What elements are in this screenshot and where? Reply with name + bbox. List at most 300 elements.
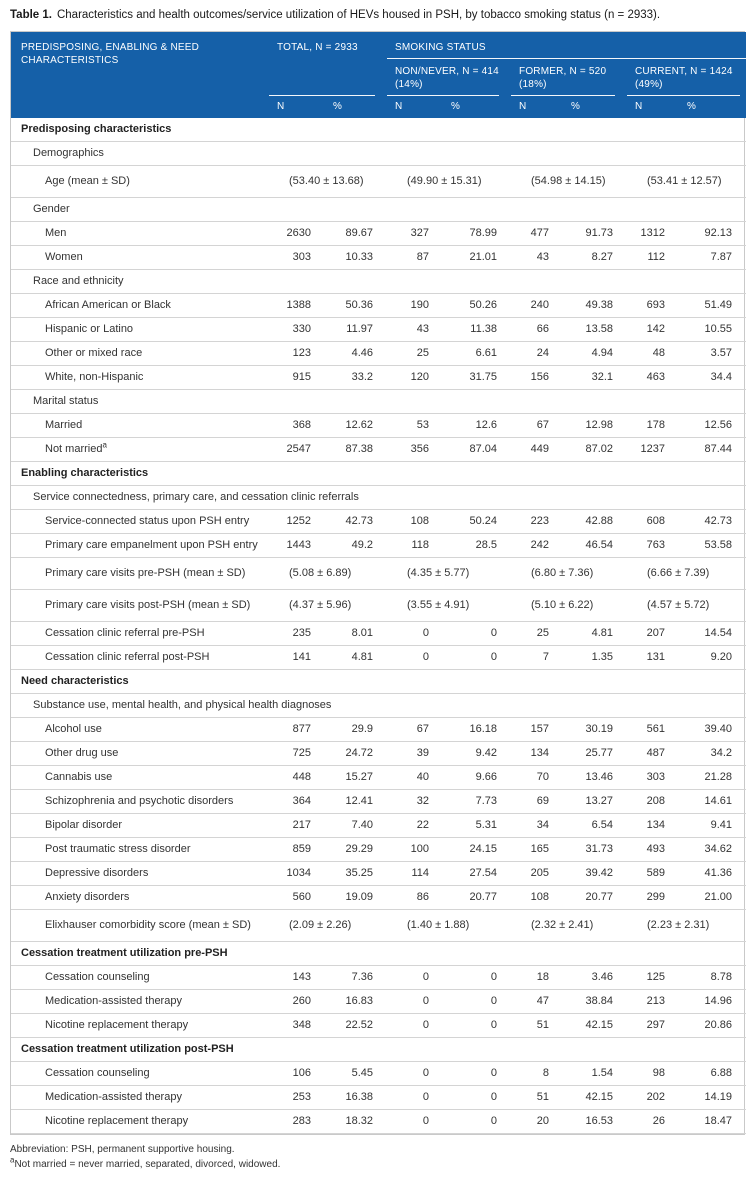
value-cell: 39.40	[679, 718, 746, 742]
value-cell: 190	[387, 294, 443, 318]
value-cell: 51	[511, 1086, 563, 1110]
value-cell: 70	[511, 766, 563, 790]
value-cell: 0	[387, 966, 443, 990]
value-cell: 448	[269, 766, 325, 790]
value-cell: 87.02	[563, 438, 627, 462]
value-cell: 31.75	[443, 366, 511, 390]
value-cell: 0	[387, 1110, 443, 1134]
value-cell: 87	[387, 246, 443, 270]
value-cell: 12.98	[563, 414, 627, 438]
table-row	[11, 294, 746, 318]
value-cell: 18	[511, 966, 563, 990]
smoking-status-header: SMOKING STATUS	[387, 32, 746, 59]
value-cell: 25	[511, 622, 563, 646]
value-cell: 123	[269, 342, 325, 366]
row-label: Married	[11, 414, 269, 438]
mean-sd-cell: (2.32 ± 2.41)	[511, 910, 627, 942]
value-cell: 303	[627, 766, 679, 790]
value-cell: 22	[387, 814, 443, 838]
value-cell: 477	[511, 222, 563, 246]
mean-sd-cell: (6.66 ± 7.39)	[627, 558, 746, 590]
value-cell: 46.54	[563, 534, 627, 558]
table-row	[11, 790, 746, 814]
value-cell: 2547	[269, 438, 325, 462]
value-cell: 9.42	[443, 742, 511, 766]
table-row	[11, 886, 746, 910]
row-label: Cessation clinic referral post-PSH	[11, 646, 269, 670]
table-row	[11, 270, 746, 294]
value-cell: 34.62	[679, 838, 746, 862]
table-row	[11, 590, 746, 622]
value-cell: 253	[269, 1086, 325, 1110]
col-header-total-pct: %	[325, 96, 387, 118]
table-row	[11, 990, 746, 1014]
mean-sd-cell: (53.40 ± 13.68)	[269, 166, 387, 198]
value-cell: 69	[511, 790, 563, 814]
value-cell: 12.56	[679, 414, 746, 438]
value-cell: 21.01	[443, 246, 511, 270]
table-row	[11, 534, 746, 558]
value-cell: 33.2	[325, 366, 387, 390]
value-cell: 16.83	[325, 990, 387, 1014]
value-cell: 7.73	[443, 790, 511, 814]
value-cell: 120	[387, 366, 443, 390]
value-cell: 303	[269, 246, 325, 270]
row-label: Other drug use	[11, 742, 269, 766]
value-cell: 108	[387, 510, 443, 534]
value-cell: 13.27	[563, 790, 627, 814]
value-cell: 3.57	[679, 342, 746, 366]
value-cell: 42.73	[679, 510, 746, 534]
value-cell: 0	[443, 646, 511, 670]
value-cell: 859	[269, 838, 325, 862]
value-cell: 14.19	[679, 1086, 746, 1110]
value-cell: 87.44	[679, 438, 746, 462]
value-cell: 67	[511, 414, 563, 438]
table-row	[11, 486, 746, 510]
value-cell: 118	[387, 534, 443, 558]
row-label: Demographics	[11, 142, 746, 166]
table-body	[11, 118, 746, 1134]
row-label: Medication-assisted therapy	[11, 990, 269, 1014]
value-cell: 4.46	[325, 342, 387, 366]
value-cell: 165	[511, 838, 563, 862]
value-cell: 50.26	[443, 294, 511, 318]
value-cell: 14.96	[679, 990, 746, 1014]
value-cell: 108	[511, 886, 563, 910]
value-cell: 4.81	[563, 622, 627, 646]
row-label: Service connectedness, primary care, and cessation clinic referrals	[11, 486, 746, 510]
value-cell: 13.58	[563, 318, 627, 342]
value-cell: 589	[627, 862, 679, 886]
value-cell: 5.45	[325, 1062, 387, 1086]
value-cell: 20.77	[563, 886, 627, 910]
value-cell: 299	[627, 886, 679, 910]
value-cell: 20.86	[679, 1014, 746, 1038]
table-row	[11, 814, 746, 838]
table-row	[11, 510, 746, 534]
value-cell: 53	[387, 414, 443, 438]
mean-sd-cell: (4.35 ± 5.77)	[387, 558, 511, 590]
value-cell: 0	[387, 646, 443, 670]
value-cell: 7.40	[325, 814, 387, 838]
row-label: Predisposing characteristics	[11, 118, 746, 142]
value-cell: 283	[269, 1110, 325, 1134]
value-cell: 91.73	[563, 222, 627, 246]
table-row	[11, 166, 746, 198]
table-row	[11, 390, 746, 414]
table-header	[11, 32, 746, 118]
value-cell: 1.35	[563, 646, 627, 670]
value-cell: 487	[627, 742, 679, 766]
value-cell: 1312	[627, 222, 679, 246]
row-label: Alcohol use	[11, 718, 269, 742]
row-label: Service-connected status upon PSH entry	[11, 510, 269, 534]
value-cell: 87.38	[325, 438, 387, 462]
value-cell: 1034	[269, 862, 325, 886]
value-cell: 92.13	[679, 222, 746, 246]
value-cell: 49.2	[325, 534, 387, 558]
col-header-nonnever-n: N	[387, 96, 443, 118]
row-label: Nicotine replacement therapy	[11, 1014, 269, 1038]
value-cell: 50.24	[443, 510, 511, 534]
value-cell: 42.15	[563, 1014, 627, 1038]
value-cell: 693	[627, 294, 679, 318]
value-cell: 0	[387, 1062, 443, 1086]
group-header-non-never: NON/NEVER, N = 414 (14%)	[387, 59, 511, 96]
section-row	[11, 670, 746, 694]
row-label: Men	[11, 222, 269, 246]
value-cell: 42.73	[325, 510, 387, 534]
row-label: Cessation counseling	[11, 966, 269, 990]
value-cell: 8.27	[563, 246, 627, 270]
group-header-former: FORMER, N = 520 (18%)	[511, 59, 627, 96]
value-cell: 348	[269, 1014, 325, 1038]
value-cell: 242	[511, 534, 563, 558]
value-cell: 86	[387, 886, 443, 910]
table-row	[11, 414, 746, 438]
value-cell: 8.78	[679, 966, 746, 990]
value-cell: 34.2	[679, 742, 746, 766]
col-header-current-n: N	[627, 96, 679, 118]
value-cell: 39.42	[563, 862, 627, 886]
row-label: Marital status	[11, 390, 746, 414]
col-header-total-n: N	[269, 96, 325, 118]
value-cell: 493	[627, 838, 679, 862]
value-cell: 608	[627, 510, 679, 534]
value-cell: 0	[387, 990, 443, 1014]
value-cell: 0	[443, 1014, 511, 1038]
row-label: Cessation treatment utilization pre-PSH	[11, 942, 746, 966]
value-cell: 78.99	[443, 222, 511, 246]
section-row	[11, 118, 746, 142]
col-header-former-pct: %	[563, 96, 627, 118]
value-cell: 131	[627, 646, 679, 670]
value-cell: 8	[511, 1062, 563, 1086]
value-cell: 0	[443, 622, 511, 646]
value-cell: 112	[627, 246, 679, 270]
value-cell: 2630	[269, 222, 325, 246]
table-number-label: Table 1.	[10, 9, 52, 21]
value-cell: 87.04	[443, 438, 511, 462]
row-label: White, non-Hispanic	[11, 366, 269, 390]
stub-column-header: PREDISPOSING, ENABLING & NEED CHARACTERISTICS	[11, 32, 269, 118]
value-cell: 208	[627, 790, 679, 814]
value-cell: 19.09	[325, 886, 387, 910]
value-cell: 42.88	[563, 510, 627, 534]
value-cell: 364	[269, 790, 325, 814]
value-cell: 9.66	[443, 766, 511, 790]
row-label: Primary care visits pre-PSH (mean ± SD)	[11, 558, 269, 590]
value-cell: 51.49	[679, 294, 746, 318]
value-cell: 240	[511, 294, 563, 318]
total-column-header: TOTAL, N = 2933	[269, 32, 387, 96]
value-cell: 4.94	[563, 342, 627, 366]
value-cell: 1252	[269, 510, 325, 534]
row-label: Other or mixed race	[11, 342, 269, 366]
value-cell: 18.47	[679, 1110, 746, 1134]
value-cell: 16.18	[443, 718, 511, 742]
table-row	[11, 1086, 746, 1110]
value-cell: 6.88	[679, 1062, 746, 1086]
value-cell: 7.87	[679, 246, 746, 270]
row-label: Not married$^a$	[11, 438, 269, 462]
value-cell: 9.41	[679, 814, 746, 838]
group-header-current: CURRENT, N = 1424 (49%)	[627, 59, 746, 96]
mean-sd-cell: (6.80 ± 7.36)	[511, 558, 627, 590]
value-cell: 725	[269, 742, 325, 766]
row-label: Enabling characteristics	[11, 462, 746, 486]
value-cell: 43	[511, 246, 563, 270]
value-cell: 21.00	[679, 886, 746, 910]
value-cell: 13.46	[563, 766, 627, 790]
value-cell: 178	[627, 414, 679, 438]
table-row	[11, 142, 746, 166]
value-cell: 67	[387, 718, 443, 742]
col-header-current-pct: %	[679, 96, 746, 118]
value-cell: 0	[443, 966, 511, 990]
row-label: Hispanic or Latino	[11, 318, 269, 342]
table-row	[11, 318, 746, 342]
section-row	[11, 942, 746, 966]
table-row	[11, 646, 746, 670]
value-cell: 50.36	[325, 294, 387, 318]
value-cell: 3.46	[563, 966, 627, 990]
value-cell: 34.4	[679, 366, 746, 390]
value-cell: 5.31	[443, 814, 511, 838]
table-row	[11, 1014, 746, 1038]
value-cell: 16.53	[563, 1110, 627, 1134]
value-cell: 11.97	[325, 318, 387, 342]
value-cell: 223	[511, 510, 563, 534]
value-cell: 297	[627, 1014, 679, 1038]
table-row	[11, 366, 746, 390]
mean-sd-cell: (2.09 ± 2.26)	[269, 910, 387, 942]
value-cell: 15.27	[325, 766, 387, 790]
value-cell: 66	[511, 318, 563, 342]
value-cell: 20	[511, 1110, 563, 1134]
table-row	[11, 910, 746, 942]
value-cell: 6.54	[563, 814, 627, 838]
value-cell: 89.67	[325, 222, 387, 246]
value-cell: 0	[443, 1110, 511, 1134]
characteristics-table	[11, 32, 746, 1134]
value-cell: 25	[387, 342, 443, 366]
row-label: Primary care visits post-PSH (mean ± SD)	[11, 590, 269, 622]
value-cell: 134	[511, 742, 563, 766]
value-cell: 26	[627, 1110, 679, 1134]
value-cell: 21.28	[679, 766, 746, 790]
value-cell: 0	[443, 990, 511, 1014]
value-cell: 32	[387, 790, 443, 814]
value-cell: 157	[511, 718, 563, 742]
value-cell: 915	[269, 366, 325, 390]
table-border-frame	[10, 31, 745, 1135]
row-label: Anxiety disorders	[11, 886, 269, 910]
table-row	[11, 838, 746, 862]
row-label: Primary care empanelment upon PSH entry	[11, 534, 269, 558]
value-cell: 143	[269, 966, 325, 990]
value-cell: 7	[511, 646, 563, 670]
mean-sd-cell: (1.40 ± 1.88)	[387, 910, 511, 942]
value-cell: 213	[627, 990, 679, 1014]
table-row	[11, 622, 746, 646]
value-cell: 10.55	[679, 318, 746, 342]
row-label: Need characteristics	[11, 670, 746, 694]
footnotes	[10, 1142, 745, 1172]
row-label: Women	[11, 246, 269, 270]
value-cell: 114	[387, 862, 443, 886]
value-cell: 0	[443, 1086, 511, 1110]
value-cell: 202	[627, 1086, 679, 1110]
table-row	[11, 198, 746, 222]
value-cell: 24.15	[443, 838, 511, 862]
value-cell: 0	[387, 1014, 443, 1038]
col-header-former-n: N	[511, 96, 563, 118]
table-title	[10, 8, 745, 22]
row-label: African American or Black	[11, 294, 269, 318]
value-cell: 1443	[269, 534, 325, 558]
value-cell: 260	[269, 990, 325, 1014]
table-row	[11, 766, 746, 790]
value-cell: 877	[269, 718, 325, 742]
value-cell: 41.36	[679, 862, 746, 886]
value-cell: 29.9	[325, 718, 387, 742]
row-label: Substance use, mental health, and physical health diagnoses	[11, 694, 746, 718]
table-row	[11, 438, 746, 462]
table-row	[11, 1110, 746, 1134]
value-cell: 561	[627, 718, 679, 742]
value-cell: 22.52	[325, 1014, 387, 1038]
row-label: Cannabis use	[11, 766, 269, 790]
mean-sd-cell: (53.41 ± 12.57)	[627, 166, 746, 198]
table-row	[11, 342, 746, 366]
value-cell: 31.73	[563, 838, 627, 862]
row-label: Post traumatic stress disorder	[11, 838, 269, 862]
row-label: Nicotine replacement therapy	[11, 1110, 269, 1134]
row-label: Cessation treatment utilization post-PSH	[11, 1038, 746, 1062]
value-cell: 14.54	[679, 622, 746, 646]
value-cell: 18.32	[325, 1110, 387, 1134]
row-label: Medication-assisted therapy	[11, 1086, 269, 1110]
table-row	[11, 222, 746, 246]
value-cell: 0	[387, 622, 443, 646]
value-cell: 29.29	[325, 838, 387, 862]
value-cell: 24.72	[325, 742, 387, 766]
value-cell: 47	[511, 990, 563, 1014]
value-cell: 125	[627, 966, 679, 990]
value-cell: 1237	[627, 438, 679, 462]
value-cell: 39	[387, 742, 443, 766]
value-cell: 207	[627, 622, 679, 646]
value-cell: 235	[269, 622, 325, 646]
row-label: Elixhauser comorbidity score (mean ± SD)	[11, 910, 269, 942]
mean-sd-cell: (5.08 ± 6.89)	[269, 558, 387, 590]
value-cell: 356	[387, 438, 443, 462]
footnote-note-text: Not married = never married, separated, divorced, widowed.	[14, 1159, 281, 1170]
value-cell: 100	[387, 838, 443, 862]
row-label: Cessation clinic referral pre-PSH	[11, 622, 269, 646]
footnote-marker: a	[102, 440, 107, 450]
footnote-marker: a	[10, 1155, 15, 1165]
value-cell: 134	[627, 814, 679, 838]
value-cell: 368	[269, 414, 325, 438]
value-cell: 12.41	[325, 790, 387, 814]
value-cell: 763	[627, 534, 679, 558]
table-row	[11, 966, 746, 990]
table-row	[11, 862, 746, 886]
value-cell: 205	[511, 862, 563, 886]
value-cell: 27.54	[443, 862, 511, 886]
value-cell: 0	[387, 1086, 443, 1110]
header-row-1	[11, 32, 746, 59]
row-label: Bipolar disorder	[11, 814, 269, 838]
value-cell: 141	[269, 646, 325, 670]
value-cell: 34	[511, 814, 563, 838]
value-cell: 327	[387, 222, 443, 246]
value-cell: 6.61	[443, 342, 511, 366]
row-label: Gender	[11, 198, 746, 222]
value-cell: 51	[511, 1014, 563, 1038]
row-label: Schizophrenia and psychotic disorders	[11, 790, 269, 814]
row-label: Age (mean ± SD)	[11, 166, 269, 198]
value-cell: 12.6	[443, 414, 511, 438]
value-cell: 12.62	[325, 414, 387, 438]
value-cell: 40	[387, 766, 443, 790]
value-cell: 1388	[269, 294, 325, 318]
value-cell: 7.36	[325, 966, 387, 990]
value-cell: 142	[627, 318, 679, 342]
value-cell: 4.81	[325, 646, 387, 670]
value-cell: 38.84	[563, 990, 627, 1014]
value-cell: 156	[511, 366, 563, 390]
value-cell: 49.38	[563, 294, 627, 318]
table-title-text: Characteristics and health outcomes/service utilization of HEVs housed in PSH, by tobacco smoking status (n = 2933).	[56, 9, 661, 21]
footnote-abbreviation: Abbreviation: PSH, permanent supportive housing.	[10, 1144, 235, 1155]
mean-sd-cell: (2.23 ± 2.31)	[627, 910, 746, 942]
value-cell: 1.54	[563, 1062, 627, 1086]
row-label: Race and ethnicity	[11, 270, 746, 294]
value-cell: 14.61	[679, 790, 746, 814]
value-cell: 98	[627, 1062, 679, 1086]
footnote-not-married	[10, 1157, 745, 1172]
mean-sd-cell: (49.90 ± 15.31)	[387, 166, 511, 198]
table-row	[11, 558, 746, 590]
value-cell: 11.38	[443, 318, 511, 342]
value-cell: 106	[269, 1062, 325, 1086]
value-cell: 48	[627, 342, 679, 366]
table-row	[11, 1062, 746, 1086]
